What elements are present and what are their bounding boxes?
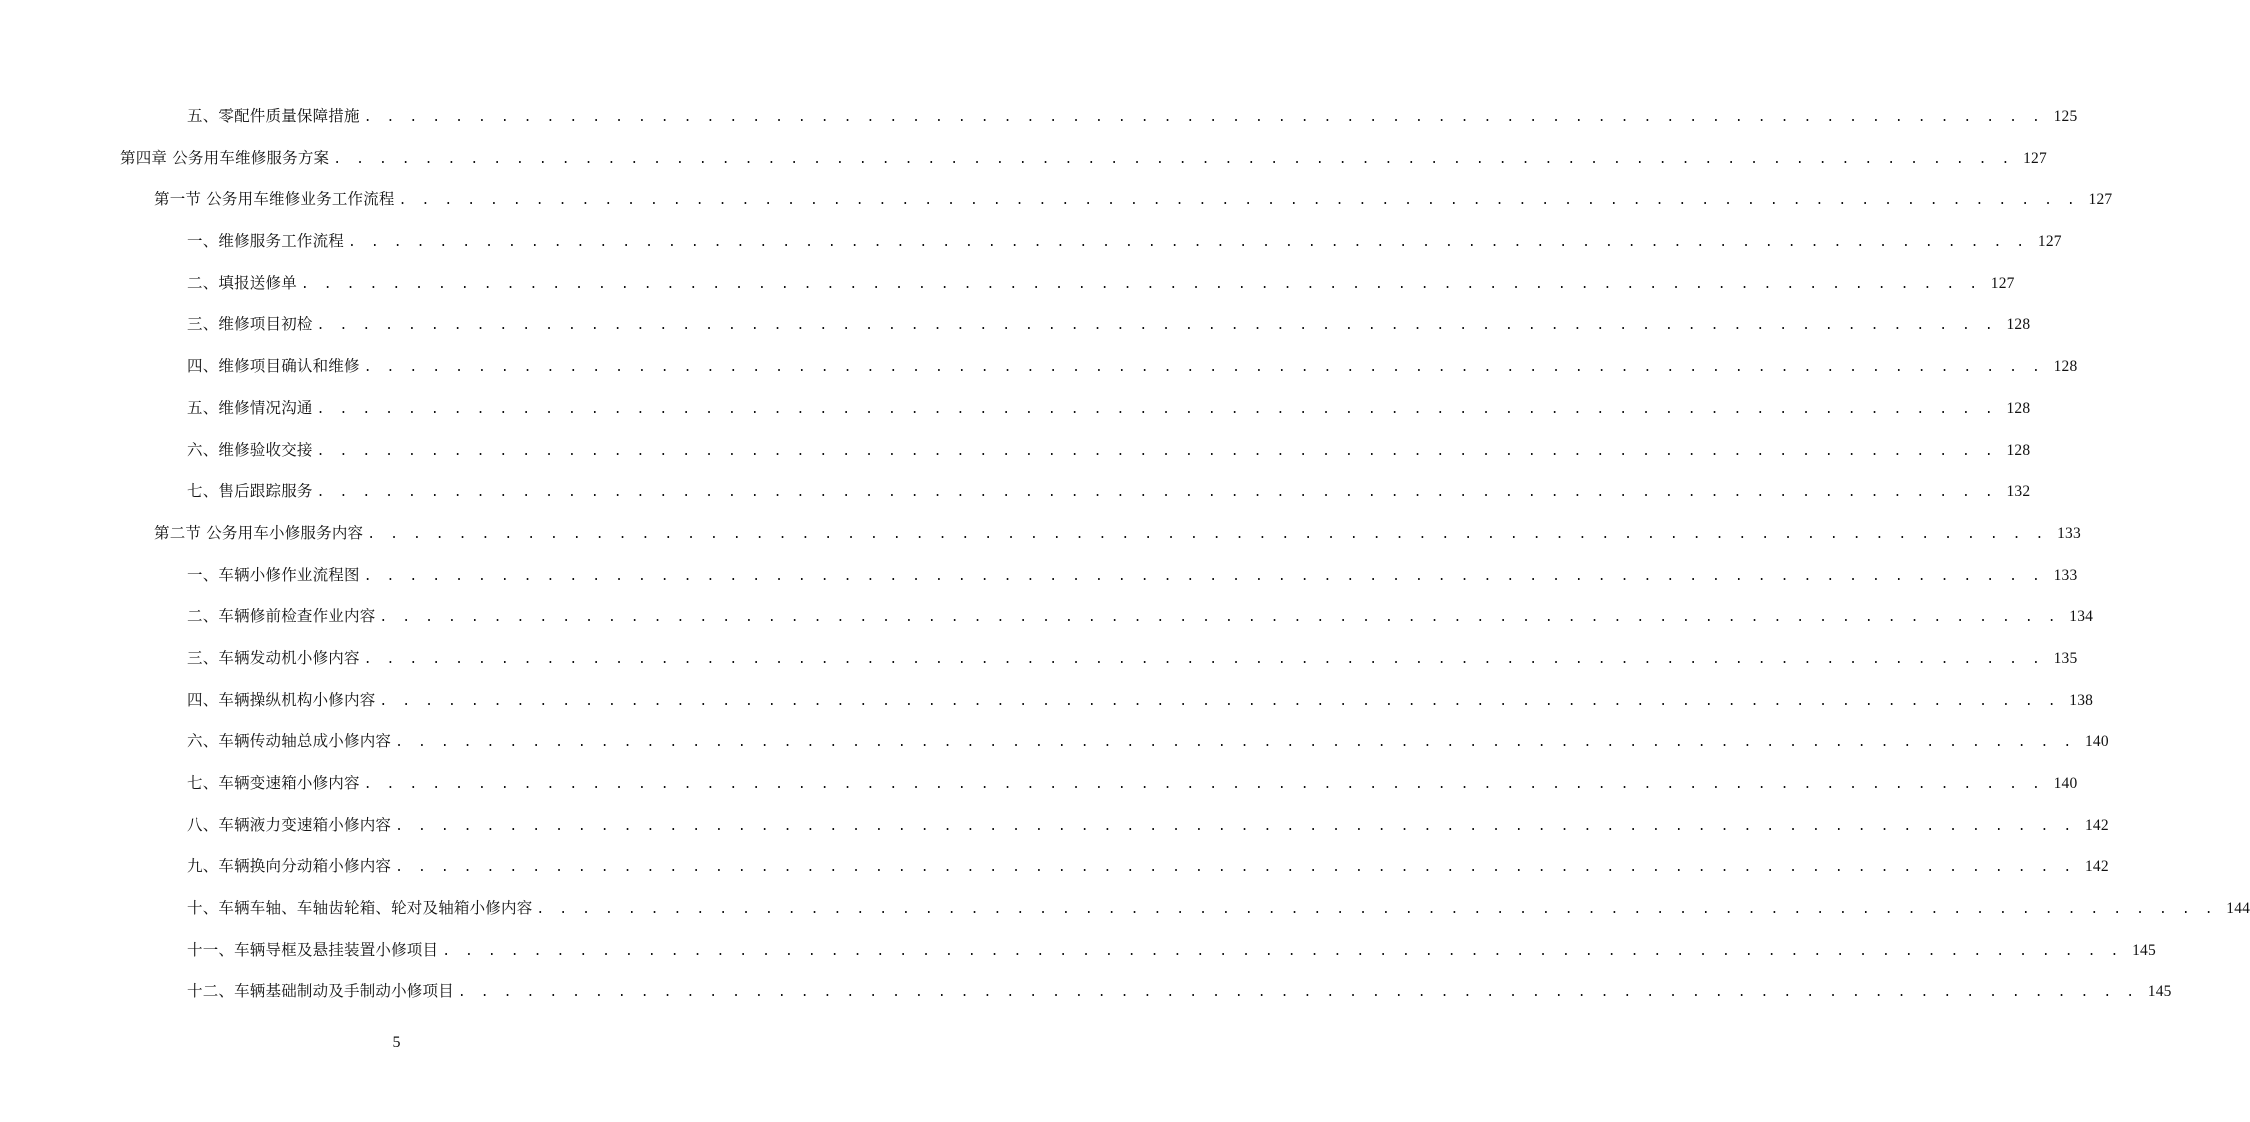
toc-entry-page: 127 bbox=[2023, 149, 2047, 167]
toc-entry-page: 125 bbox=[2053, 108, 2078, 125]
toc-entry[interactable] bbox=[0, 312, 2031, 354]
toc-entry-title: 三、维修项目初检 bbox=[187, 315, 313, 334]
table-of-contents bbox=[0, 104, 2250, 1021]
toc-dot-leader: . . . . . . . . . . . . . . . . . . . . . . . . . . . . . . . . . . . . . . . . . . . . . . . . . . . . . . . . . . . . . . . . . . . . . . . . . . bbox=[379, 693, 2060, 709]
toc-entry-page: 128 bbox=[2006, 399, 2031, 417]
toc-entry[interactable] bbox=[0, 771, 2078, 813]
toc-entry[interactable] bbox=[0, 563, 2078, 605]
toc-dot-leader: . . . . . . . . . . . . . . . . . . . . . . . . . . . . . . . . . . . . . . . . . . . . . . . . . . . . . . . . . . . . . . . . . . . . . . . . . . bbox=[536, 902, 2217, 918]
toc-entry-title: 一、车辆小修作业流程图 bbox=[187, 565, 360, 584]
toc-entry-page: 133 bbox=[2057, 524, 2081, 542]
toc-entry-title: 十一、车辆导框及悬挂装置小修项目 bbox=[187, 940, 439, 959]
toc-entry-page: 133 bbox=[2053, 566, 2078, 584]
toc-entry[interactable] bbox=[0, 438, 2031, 480]
toc-entry-title: 九、车辆换向分动箱小修内容 bbox=[187, 857, 392, 876]
toc-entry[interactable] bbox=[0, 813, 2109, 855]
toc-entry-page: 142 bbox=[2084, 816, 2109, 834]
toc-dot-leader: . . . . . . . . . . . . . . . . . . . . . . . . . . . . . . . . . . . . . . . . . . . . . . . . . . . . . . . . . . . . . . . . . . . . . . . . . . bbox=[395, 818, 2075, 834]
toc-entry-page: 127 bbox=[1990, 274, 2015, 292]
toc-entry-page: 128 bbox=[2053, 358, 2078, 376]
toc-dot-leader: . . . . . . . . . . . . . . . . . . . . . . . . . . . . . . . . . . . . . . . . . . . . . . . . . . . . . . . . . . . . . . . . . . . . . . . . . . bbox=[395, 735, 2075, 751]
toc-entry-title: 十二、车辆基础制动及手制动小修项目 bbox=[187, 982, 454, 1001]
toc-entry[interactable] bbox=[0, 729, 2109, 771]
toc-entry-page: 127 bbox=[2088, 191, 2113, 209]
toc-entry[interactable] bbox=[0, 604, 2094, 646]
toc-entry[interactable] bbox=[0, 187, 2113, 229]
toc-entry-title: 一、维修服务工作流程 bbox=[187, 232, 345, 251]
toc-entry-page: 128 bbox=[2006, 316, 2031, 334]
toc-entry-title: 五、维修情况沟通 bbox=[187, 398, 313, 417]
toc-dot-leader: . . . . . . . . . . . . . . . . . . . . . . . . . . . . . . . . . . . . . . . . . . . . . . . . . . . . . . . . . . . . . . . . . . . . . . . . . . bbox=[367, 526, 2047, 542]
toc-entry-page: 144 bbox=[2226, 900, 2250, 918]
toc-entry[interactable] bbox=[0, 271, 2015, 313]
toc-entry-page: 140 bbox=[2053, 775, 2078, 792]
toc-dot-leader: . . . . . . . . . . . . . . . . . . . . . . . . . . . . . . . . . . . . . . . . . . . . . . . . . . . . . . . . . . . . . . . . . . . . . . . . . . bbox=[363, 777, 2044, 792]
toc-entry-title: 四、车辆操纵机构小修内容 bbox=[187, 690, 376, 709]
toc-entry-page: 134 bbox=[2069, 608, 2094, 626]
toc-dot-leader: . . . . . . . . . . . . . . . . . . . . . . . . . . . . . . . . . . . . . . . . . . . . . . . . . . . . . . . . . . . . . . . . . . . . . . . . . . bbox=[363, 110, 2044, 125]
toc-entry[interactable] bbox=[0, 479, 2031, 521]
toc-entry[interactable] bbox=[0, 396, 2031, 438]
toc-dot-leader: . . . . . . . . . . . . . . . . . . . . . . . . . . . . . . . . . . . . . . . . . . . . . . . . . . . . . . . . . . . . . . . . . . . . . . . . . . bbox=[316, 443, 1997, 459]
toc-entry-title: 二、车辆修前检查作业内容 bbox=[187, 607, 376, 626]
toc-entry[interactable] bbox=[0, 146, 2047, 188]
toc-entry-title: 七、车辆变速箱小修内容 bbox=[187, 774, 360, 792]
toc-entry-title: 六、车辆传动轴总成小修内容 bbox=[187, 732, 392, 751]
toc-entry-title: 二、填报送修单 bbox=[187, 273, 297, 292]
toc-entry-title: 八、车辆液力变速箱小修内容 bbox=[187, 815, 392, 834]
toc-entry-page: 145 bbox=[2132, 941, 2156, 959]
toc-entry-title: 五、零配件质量保障措施 bbox=[187, 107, 360, 125]
toc-dot-leader: . . . . . . . . . . . . . . . . . . . . . . . . . . . . . . . . . . . . . . . . . . . . . . . . . . . . . . . . . . . . . . . . . . . . . . . . . . bbox=[333, 151, 2013, 167]
toc-dot-leader: . . . . . . . . . . . . . . . . . . . . . . . . . . . . . . . . . . . . . . . . . . . . . . . . . . . . . . . . . . . . . . . . . . . . . . . . . . bbox=[363, 651, 2044, 667]
toc-dot-leader: . . . . . . . . . . . . . . . . . . . . . . . . . . . . . . . . . . . . . . . . . . . . . . . . . . . . . . . . . . . . . . . . . . . . . . . . . . bbox=[316, 401, 1997, 417]
toc-entry-title: 第四章 公务用车维修服务方案 bbox=[120, 148, 330, 167]
toc-entry-page: 138 bbox=[2069, 691, 2094, 709]
toc-dot-leader: . . . . . . . . . . . . . . . . . . . . . . . . . . . . . . . . . . . . . . . . . . . . . . . . . . . . . . . . . . . . . . . . . . . . . . . . . . bbox=[363, 360, 2044, 376]
toc-entry[interactable] bbox=[0, 521, 2081, 563]
toc-dot-leader: . . . . . . . . . . . . . . . . . . . . . . . . . . . . . . . . . . . . . . . . . . . . . . . . . . . . . . . . . . . . . . . . . . . . . . . . . . bbox=[395, 860, 2075, 876]
toc-entry[interactable] bbox=[0, 646, 2078, 688]
toc-entry[interactable] bbox=[0, 104, 2078, 146]
toc-dot-leader: . . . . . . . . . . . . . . . . . . . . . . . . . . . . . . . . . . . . . . . . . . . . . . . . . . . . . . . . . . . . . . . . . . . . . . . . . . bbox=[398, 193, 2079, 209]
toc-entry-title: 七、售后跟踪服务 bbox=[187, 482, 313, 501]
toc-entry[interactable] bbox=[0, 896, 2250, 938]
toc-entry-page: 132 bbox=[2006, 483, 2031, 501]
toc-entry[interactable] bbox=[0, 354, 2078, 396]
toc-entry-page: 127 bbox=[2037, 233, 2062, 251]
toc-dot-leader: . . . . . . . . . . . . . . . . . . . . . . . . . . . . . . . . . . . . . . . . . . . . . . . . . . . . . . . . . . . . . . . . . . . . . . . . . . bbox=[379, 610, 2060, 626]
toc-entry[interactable] bbox=[0, 938, 2156, 980]
toc-entry-title: 十、车辆车轴、车轴齿轮箱、轮对及轴箱小修内容 bbox=[187, 899, 533, 918]
toc-entry-page: 142 bbox=[2084, 858, 2109, 876]
toc-entry-page: 145 bbox=[2147, 983, 2172, 1001]
toc-entry[interactable] bbox=[0, 688, 2094, 730]
toc-entry-title: 第二节 公务用车小修服务内容 bbox=[154, 523, 364, 542]
toc-entry[interactable] bbox=[0, 854, 2109, 896]
toc-entry-title: 第一节 公务用车维修业务工作流程 bbox=[154, 190, 395, 209]
toc-entry-page: 128 bbox=[2006, 441, 2031, 459]
toc-entry[interactable] bbox=[0, 979, 2172, 1021]
toc-entry-title: 三、车辆发动机小修内容 bbox=[187, 648, 360, 667]
toc-dot-leader: . . . . . . . . . . . . . . . . . . . . . . . . . . . . . . . . . . . . . . . . . . . . . . . . . . . . . . . . . . . . . . . . . . . . . . . . . . bbox=[300, 276, 1981, 292]
toc-entry-page: 135 bbox=[2053, 649, 2078, 667]
toc-entry-title: 六、维修验收交接 bbox=[187, 440, 313, 459]
toc-entry[interactable] bbox=[0, 229, 2062, 271]
toc-entry-title: 四、维修项目确认和维修 bbox=[187, 357, 360, 376]
toc-entry-page: 140 bbox=[2084, 733, 2109, 751]
page-number: 5 bbox=[392, 1034, 401, 1051]
toc-dot-leader: . . . . . . . . . . . . . . . . . . . . . . . . . . . . . . . . . . . . . . . . . . . . . . . . . . . . . . . . . . . . . . . . . . . . . . . . . . bbox=[442, 943, 2122, 959]
toc-dot-leader: . . . . . . . . . . . . . . . . . . . . . . . . . . . . . . . . . . . . . . . . . . . . . . . . . . . . . . . . . . . . . . . . . . . . . . . . . . bbox=[348, 235, 2028, 251]
toc-dot-leader: . . . . . . . . . . . . . . . . . . . . . . . . . . . . . . . . . . . . . . . . . . . . . . . . . . . . . . . . . . . . . . . . . . . . . . . . . . bbox=[316, 318, 1997, 334]
toc-dot-leader: . . . . . . . . . . . . . . . . . . . . . . . . . . . . . . . . . . . . . . . . . . . . . . . . . . . . . . . . . . . . . . . . . . . . . . . . . . bbox=[316, 485, 1997, 501]
toc-dot-leader: . . . . . . . . . . . . . . . . . . . . . . . . . . . . . . . . . . . . . . . . . . . . . . . . . . . . . . . . . . . . . . . . . . . . . . . . . . bbox=[457, 985, 2138, 1001]
toc-dot-leader: . . . . . . . . . . . . . . . . . . . . . . . . . . . . . . . . . . . . . . . . . . . . . . . . . . . . . . . . . . . . . . . . . . . . . . . . . . bbox=[363, 568, 2044, 584]
